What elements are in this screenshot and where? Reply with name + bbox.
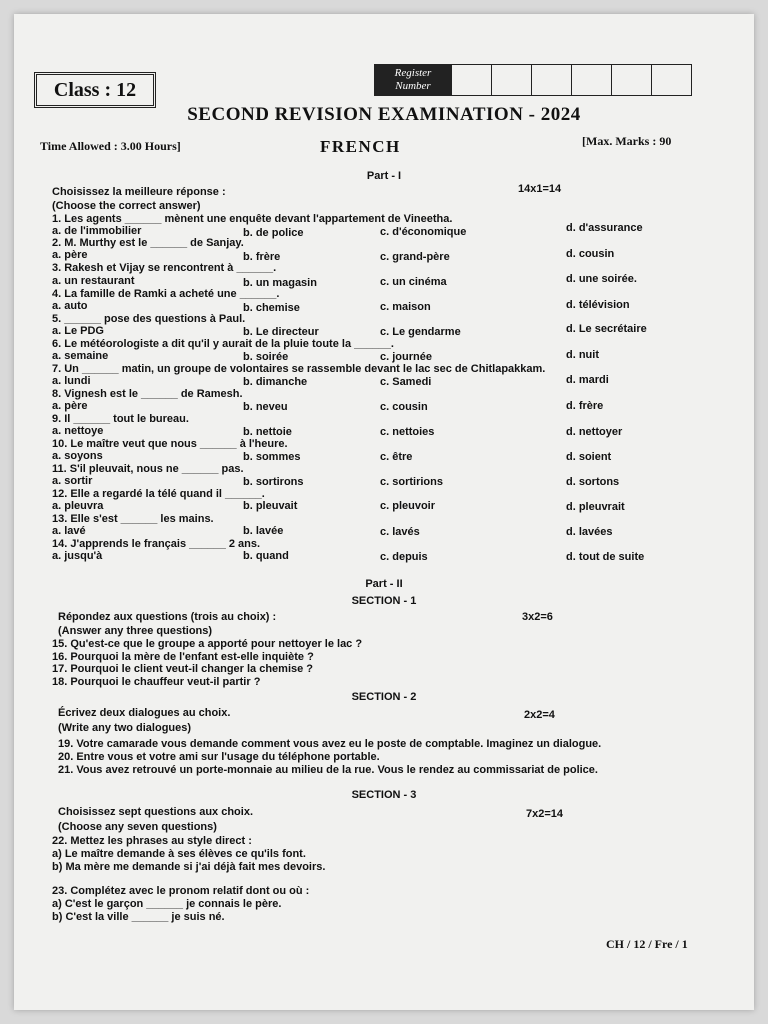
option-8c: c. cousin (380, 401, 428, 413)
question-23b: b) C'est la ville ______ je suis né. (52, 911, 225, 923)
option-1c: c. d'économique (380, 226, 467, 238)
option-11a: a. sortir (52, 475, 93, 487)
register-number-label: Register Number (375, 65, 451, 95)
section1-marks: 3x2=6 (522, 611, 553, 623)
question-22b: b) Ma mère me demande si j'ai déjà fait mes devoirs. (52, 861, 326, 873)
register-digit-cell (491, 65, 531, 95)
section3-heading: SECTION - 3 (351, 789, 417, 801)
option-14c: c. depuis (380, 551, 428, 563)
question-23: 23. Complétez avec le pronom relatif dont ou où : (52, 885, 310, 897)
option-1b: b. de police (243, 227, 304, 239)
question-20: 20. Entre vous et votre ami sur l'usage du téléphone portable. (58, 751, 380, 763)
register-digit-cell (651, 65, 691, 95)
option-5a: a. Le PDG (52, 325, 104, 337)
part2-heading: Part - II (365, 578, 403, 590)
page-code: CH / 12 / Fre / 1 (606, 937, 688, 951)
option-1d: d. d'assurance (566, 222, 643, 234)
option-4c: c. maison (380, 301, 431, 313)
option-10d: d. soient (566, 451, 612, 463)
part1-marks: 14x1=14 (518, 183, 562, 195)
question-15: 15. Qu'est-ce que le groupe a apporté pour nettoyer le lac ? (52, 638, 363, 650)
question-10: 10. Le maître veut que nous ______ à l'heure. (52, 438, 288, 450)
question-22: 22. Mettez les phrases au style direct : (52, 835, 252, 847)
register-number-box (374, 64, 692, 96)
option-6d: d. nuit (566, 349, 599, 361)
part1-instruction-en: (Choose the correct answer) (52, 200, 201, 212)
option-9a: a. nettoye (52, 425, 104, 437)
option-5d: d. Le secrétaire (566, 323, 647, 335)
section2-instruction-fr: Écrivez deux dialogues au choix. (58, 707, 231, 719)
option-4a: a. auto (52, 300, 88, 312)
question-8: 8. Vignesh est le ______ de Ramesh. (52, 388, 243, 400)
option-7d: d. mardi (566, 374, 609, 386)
option-9c: c. nettoies (380, 426, 435, 438)
register-digit-cell (451, 65, 491, 95)
option-9d: d. nettoyer (566, 426, 623, 438)
section1-instruction-en: (Answer any three questions) (58, 625, 213, 637)
question-9: 9. Il ______ tout le bureau. (52, 413, 189, 425)
class-label: Class : 12 (34, 72, 156, 108)
option-13c: c. lavés (380, 526, 420, 538)
option-7a: a. lundi (52, 375, 91, 387)
subject-title: FRENCH (320, 137, 401, 156)
option-11b: b. sortirons (243, 476, 304, 488)
section3-marks: 7x2=14 (526, 808, 564, 820)
option-6c: c. journée (380, 351, 432, 363)
option-7b: b. dimanche (243, 376, 308, 388)
option-4d: d. télévision (566, 299, 630, 311)
question-13: 13. Elle s'est ______ les mains. (52, 513, 214, 525)
option-3b: b. un magasin (243, 277, 317, 289)
question-2: 2. M. Murthy est le ______ de Sanjay. (52, 237, 244, 249)
option-8a: a. père (52, 400, 88, 412)
question-23a: a) C'est le garçon ______ je connais le père. (52, 898, 282, 910)
option-5c: c. Le gendarme (380, 326, 461, 338)
option-3d: d. une soirée. (566, 273, 637, 285)
section2-instruction-en: (Write any two dialogues) (58, 722, 192, 734)
option-13b: b. lavée (243, 525, 284, 537)
section2-marks: 2x2=4 (524, 709, 555, 721)
question-4: 4. La famille de Ramki a acheté une ______. (52, 288, 280, 300)
question-16: 16. Pourquoi la mère de l'enfant est-elle inquiète ? (52, 651, 314, 663)
max-marks: [Max. Marks : 90 (582, 134, 672, 148)
option-13d: d. lavées (566, 526, 613, 538)
option-8d: d. frère (566, 400, 604, 412)
option-2c: c. grand-père (380, 251, 450, 263)
register-digit-cell (611, 65, 651, 95)
option-9b: b. nettoie (243, 426, 292, 438)
section3-instruction-fr: Choisissez sept questions aux choix. (58, 806, 253, 818)
question-11: 11. S'il pleuvait, nous ne ______ pas. (52, 463, 244, 475)
question-22a: a) Le maître demande à ses élèves ce qu'ils font. (52, 848, 306, 860)
question-5: 5. ______ pose des questions à Paul. (52, 313, 246, 325)
question-3: 3. Rakesh et Vijay se rencontrent à ______. (52, 262, 277, 274)
option-14b: b. quand (243, 550, 289, 562)
option-7c: c. Samedi (380, 376, 432, 388)
option-3a: a. un restaurant (52, 275, 135, 287)
register-digit-cell (571, 65, 611, 95)
question-1: 1. Les agents ______ mènent une enquête devant l'appartement de Vineetha. (52, 213, 453, 225)
option-11d: d. sortons (566, 476, 620, 488)
section3-instruction-en: (Choose any seven questions) (58, 821, 217, 833)
section2-heading: SECTION - 2 (351, 691, 417, 703)
question-18: 18. Pourquoi le chauffeur veut-il partir ? (52, 676, 261, 688)
option-11c: c. sortirions (380, 476, 443, 488)
option-8b: b. neveu (243, 401, 288, 413)
section1-instruction-fr: Répondez aux questions (trois au choix) : (58, 611, 277, 623)
option-13a: a. lavé (52, 525, 86, 537)
question-12: 12. Elle a regardé la télé quand il ______. (52, 488, 265, 500)
option-5b: b. Le directeur (243, 326, 319, 338)
option-6b: b. soirée (243, 351, 289, 363)
part1-heading: Part - I (366, 170, 402, 182)
question-7: 7. Un ______ matin, un groupe de volontaires se rassemble devant le lac sec de Chitlapakkam. (52, 363, 546, 375)
option-10c: c. être (380, 451, 413, 463)
question-19: 19. Votre camarade vous demande comment vous avez eu le poste de comptable. Imaginez un dialogue. (58, 738, 602, 750)
option-6a: a. semaine (52, 350, 109, 362)
option-12a: a. pleuvra (52, 500, 104, 512)
option-10b: b. sommes (243, 451, 301, 463)
option-3c: c. un cinéma (380, 276, 447, 288)
option-2a: a. père (52, 249, 88, 261)
option-1a: a. de l'immobilier (52, 225, 142, 237)
register-digit-cell (531, 65, 571, 95)
option-14a: a. jusqu'à (52, 550, 103, 562)
exam-title: SECOND REVISION EXAMINATION - 2024 (187, 104, 581, 125)
question-17: 17. Pourquoi le client veut-il changer la chemise ? (52, 663, 314, 675)
section1-heading: SECTION - 1 (351, 595, 417, 607)
option-2b: b. frère (243, 251, 281, 263)
option-12d: d. pleuvrait (566, 501, 625, 513)
question-21: 21. Vous avez retrouvé un porte-monnaie au milieu de la rue. Vous le rendez au commissariat de police. (58, 764, 598, 776)
option-12b: b. pleuvait (243, 500, 298, 512)
question-6: 6. Le météorologiste a dit qu'il y aurait de la pluie toute la ______. (52, 338, 394, 350)
part1-instruction-fr: Choisissez la meilleure réponse : (52, 186, 226, 198)
time-allowed: Time Allowed : 3.00 Hours] (40, 139, 181, 153)
option-12c: c. pleuvoir (380, 500, 436, 512)
option-14d: d. tout de suite (566, 551, 645, 563)
option-10a: a. soyons (52, 450, 103, 462)
option-4b: b. chemise (243, 302, 300, 314)
question-14: 14. J'apprends le français ______ 2 ans. (52, 538, 261, 550)
option-2d: d. cousin (566, 248, 615, 260)
